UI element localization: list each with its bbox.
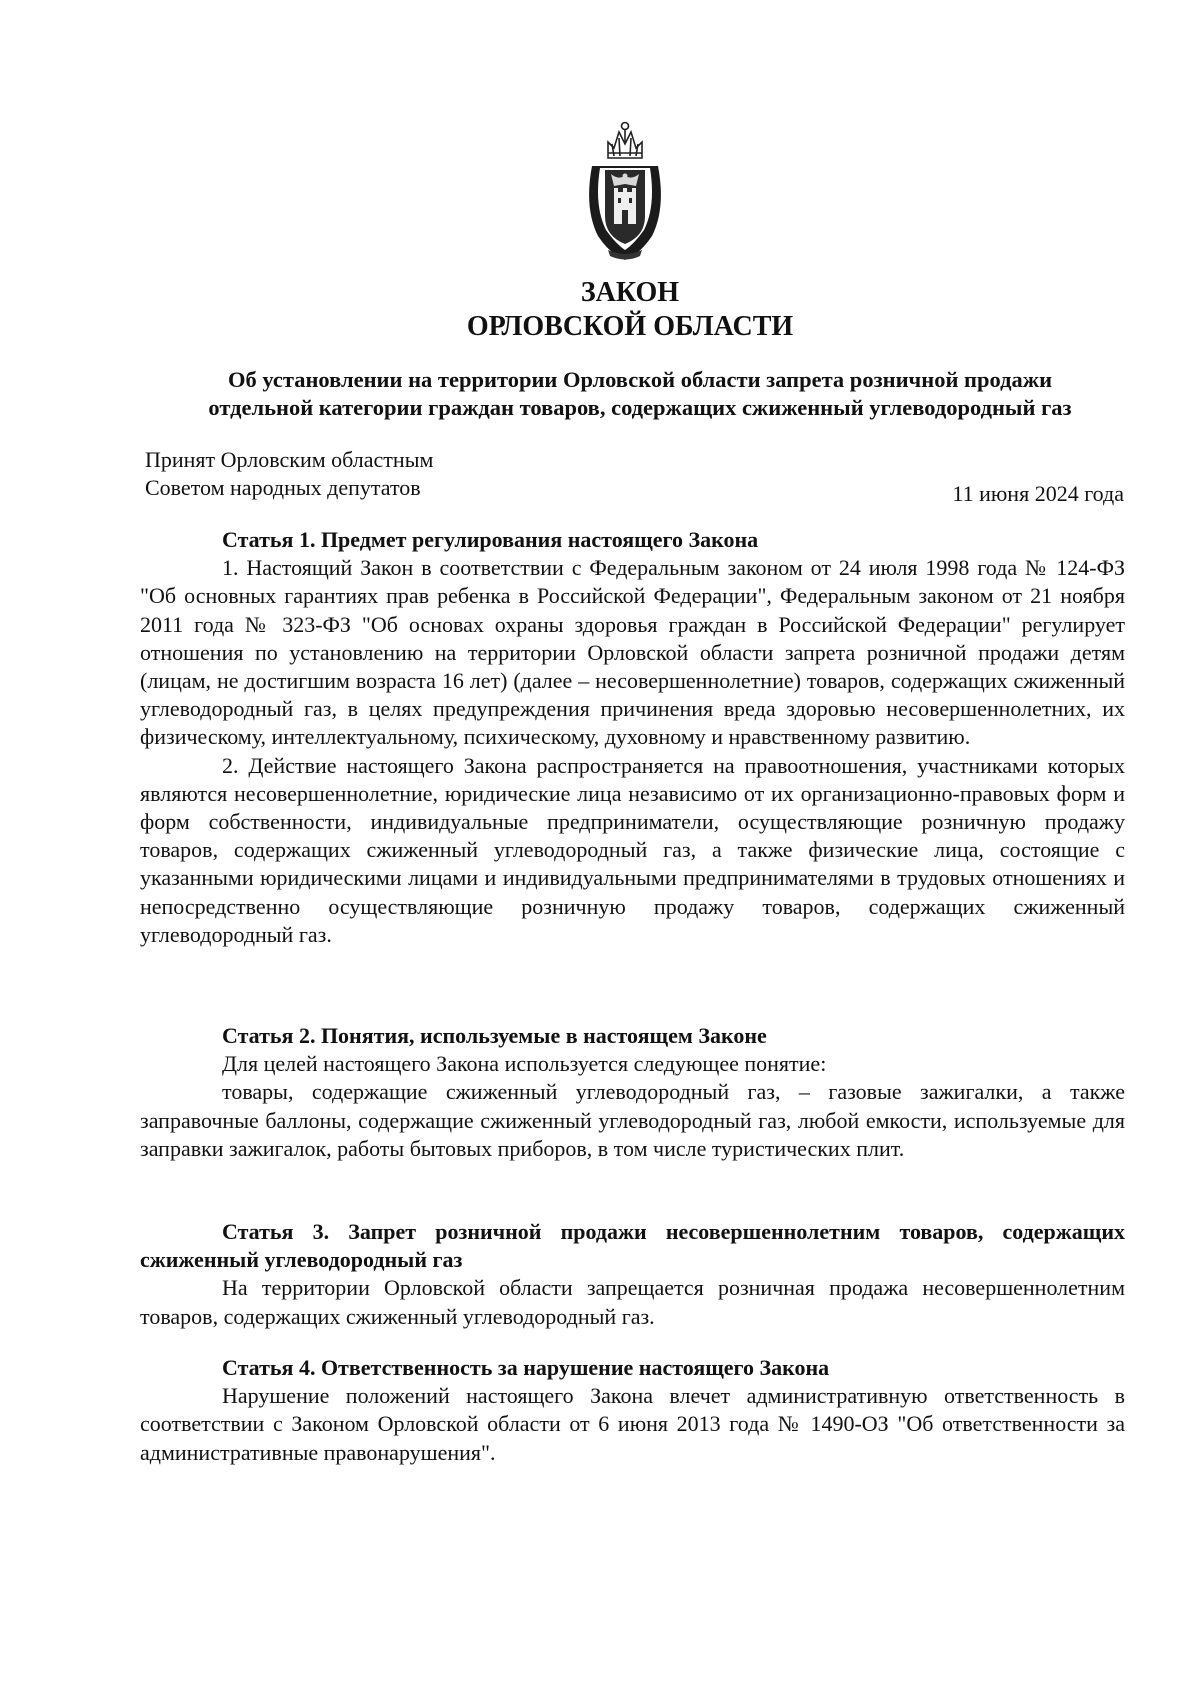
article-4 — [140, 1354, 1125, 1467]
article-1-heading: Статья 1. Предмет регулирования настоящего Закона — [222, 527, 759, 552]
article-1-paragraph-2: 2. Действие настоящего Закона распространяется на правоотношения, участниками которых являются несовершеннолетние, юридические лица независимо от их организационно-правовых форм и форм собственности, индивидуальные предприниматели, осуществляющие розничную продажу товаров, содержащих сжиженный углеводородный газ, а также физические лица, состоящие с указанными юридическими лицами и индивидуальными предпринимателями в трудовых отношениях и непосредственно осуществляющие розничную продажу товаров, содержащих сжиженный углеводородный газ. — [140, 752, 1125, 947]
article-2 — [140, 1022, 1125, 1163]
law-title-line2: ОРЛОВСКОЙ ОБЛАСТИ — [466, 311, 794, 342]
article-3 — [140, 1218, 1125, 1331]
law-subject — [140, 366, 1140, 422]
law-title-line1: ЗАКОН — [580, 277, 680, 308]
law-title — [0, 276, 1200, 344]
article-4-heading: Статья 4. Ответственность за нарушение настоящего Закона — [222, 1355, 830, 1380]
article-4-paragraph-1: Нарушение положений настоящего Закона влечет административную ответственность в соответствии с Законом Орловской области от 6 июня 2013 года № 1490-ОЗ "Об ответственности за административные правонарушения". — [140, 1383, 1125, 1465]
law-subject-line2: отдельной категории граждан товаров, содержащих сжиженный углеводородный газ — [208, 395, 1072, 420]
adoption-body — [145, 446, 433, 502]
article-3-heading: Статья 3. Запрет розничной продажи несовершеннолетним товаров, содержащих сжиженный углеводородный газ — [140, 1219, 1125, 1273]
adoption-date: 11 июня 2024 года — [952, 481, 1124, 506]
article-3-paragraph-1: На территории Орловской области запрещается розничная продажа несовершеннолетним товаров, содержащих сжиженный углеводородный газ. — [140, 1275, 1125, 1329]
adoption-line1: Принят Орловским областным — [145, 447, 434, 472]
article-1 — [140, 526, 1125, 949]
article-2-heading: Статья 2. Понятия, используемые в настоящем Законе — [222, 1023, 767, 1048]
coat-of-arms-emblem — [578, 118, 672, 264]
article-2-paragraph-2: товары, содержащие сжиженный углеводородный газ, – газовые зажигалки, а также заправочные баллоны, содержащие сжиженный углеводородный газ, любой емкости, используемые для заправки зажигалок, работы бытовых приборов, в том числе туристических плит. — [140, 1079, 1125, 1161]
adoption-line2: Советом народных депутатов — [145, 475, 421, 500]
article-1-paragraph-1: 1. Настоящий Закон в соответствии с Федеральным законом от 24 июля 1998 года № 124-ФЗ "Об основных гарантиях прав ребенка в Российской Федерации", Федеральным законом от 21 ноября 2011 года № 323-ФЗ "Об основах охраны здоровья граждан в Российской Федерации" регулирует отношения по установлению на территории Орловской области запрета розничной продажи детям (лицам, не достигшим возраста 16 лет) (далее – несовершеннолетние) товаров, содержащих сжиженный углеводородный газ, в целях предупреждения причинения вреда здоровью несовершеннолетних, их физическому, интеллектуальному, психическому, духовному и нравственному развитию. — [140, 555, 1125, 750]
article-2-paragraph-1: Для целей настоящего Закона используется следующее понятие: — [222, 1051, 827, 1077]
law-subject-line1: Об установлении на территории Орловской области запрета розничной продажи — [227, 367, 1053, 392]
